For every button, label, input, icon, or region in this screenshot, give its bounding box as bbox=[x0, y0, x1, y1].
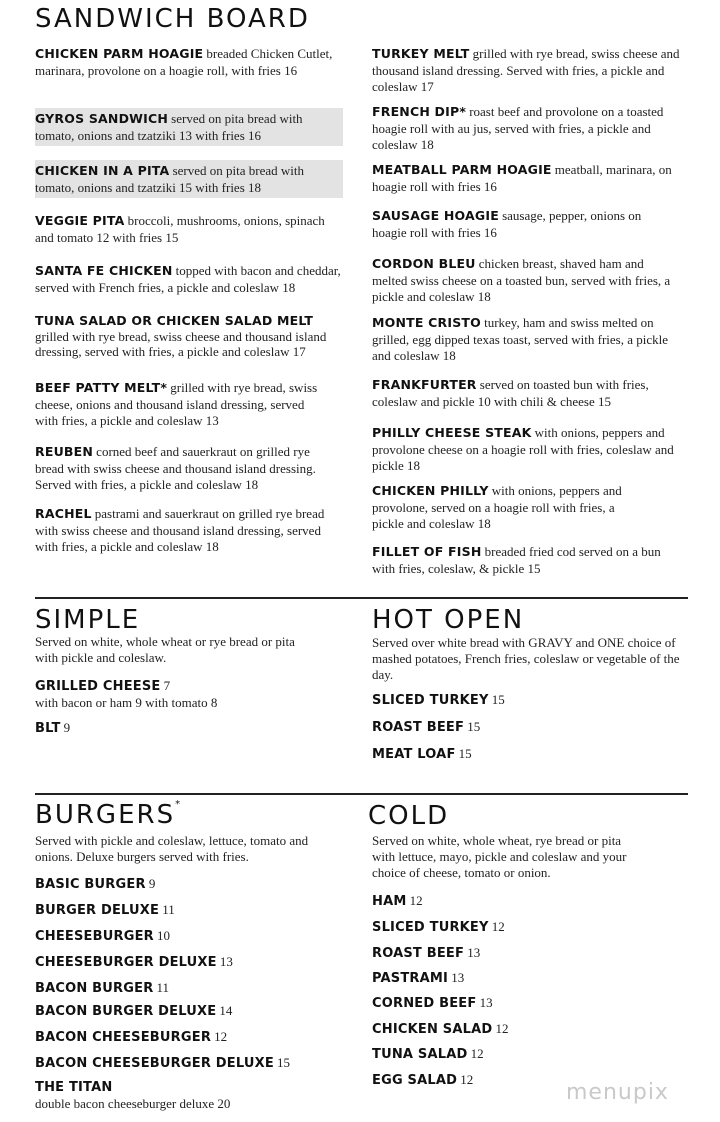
item-name: FRENCH DIP* bbox=[372, 104, 467, 119]
item-desc: roast beef and provolone on a toasted hoagie roll with au jus, served with fries, a pickle and coleslaw 18 bbox=[372, 104, 664, 152]
item-name: CORDON BLEU bbox=[372, 256, 476, 271]
menu-item bbox=[372, 919, 505, 936]
item-desc: with onions, peppers and provolone, served on a hoagie roll with fries, a pickle and coleslaw 18 bbox=[372, 483, 622, 531]
item-price: 12 bbox=[491, 919, 505, 934]
item-price: 15 bbox=[458, 746, 472, 761]
item-name: PHILLY CHEESE STEAK bbox=[372, 425, 532, 440]
menu-item bbox=[35, 720, 335, 737]
watermark-logo: menupix bbox=[566, 1080, 669, 1105]
menu-item bbox=[35, 444, 335, 494]
menu-item bbox=[372, 893, 423, 910]
item-name: MEAT LOAF bbox=[372, 747, 456, 762]
menu-item bbox=[35, 1003, 232, 1020]
hot-open-title: HOT OPEN bbox=[372, 605, 525, 635]
item-desc: turkey, ham and swiss melted on grilled, egg dipped texas toast, served with fries, a pickle and coleslaw 18 bbox=[372, 315, 669, 363]
item-desc: corned beef and sauerkraut on grilled rye bread with swiss cheese and thousand island dressing. Served with fries, a pickle and coleslaw 18 bbox=[35, 444, 316, 492]
item-price: 9 bbox=[148, 876, 156, 891]
item-name: BASIC BURGER bbox=[35, 877, 146, 892]
section-divider bbox=[35, 597, 688, 599]
item-desc: grilled with rye bread, swiss cheese, onions and thousand island dressing, served with fries, a pickle and coleslaw 13 bbox=[35, 380, 318, 428]
item-desc: topped with bacon and cheddar, served with French fries, a pickle and coleslaw 18 bbox=[35, 263, 341, 295]
cold-title: COLD bbox=[368, 801, 450, 831]
menu-item bbox=[372, 719, 480, 736]
item-name: RACHEL bbox=[35, 506, 92, 521]
item-desc: served on toasted bun with fries, coleslaw and pickle 10 with chili & cheese 15 bbox=[372, 377, 649, 409]
menu-item bbox=[35, 380, 327, 430]
menu-item bbox=[372, 425, 682, 475]
item-name: BACON BURGER DELUXE bbox=[35, 1004, 217, 1019]
item-name: SLICED TURKEY bbox=[372, 693, 489, 708]
item-price: 14 bbox=[219, 1003, 233, 1018]
menu-item bbox=[35, 1029, 227, 1046]
burgers-intro: Served with pickle and coleslaw, lettuce, tomato and onions. Deluxe burgers served with fries. bbox=[35, 833, 309, 864]
item-name: VEGGIE PITA bbox=[35, 213, 125, 228]
item-price: 15 bbox=[491, 692, 505, 707]
item-price: 11 bbox=[162, 902, 175, 917]
item-name: SLICED TURKEY bbox=[372, 920, 489, 935]
menu-item bbox=[35, 108, 343, 146]
item-name: CHICKEN SALAD bbox=[372, 1022, 493, 1037]
burgers-title-mark: * bbox=[175, 799, 183, 810]
item-name: MONTE CRISTO bbox=[372, 315, 481, 330]
item-name: MEATBALL PARM HOAGIE bbox=[372, 162, 552, 177]
item-desc: chicken breast, shaved ham and melted swiss cheese on a toasted bun, served with fries, a pickle and coleslaw 18 bbox=[372, 256, 671, 304]
menu-item bbox=[35, 263, 350, 296]
menu-item bbox=[372, 995, 493, 1012]
item-name: BURGER DELUXE bbox=[35, 903, 160, 918]
menu-item bbox=[372, 746, 472, 763]
item-sub: double bacon cheeseburger deluxe 20 bbox=[35, 1095, 231, 1111]
item-desc: served on pita bread with tomato, onions and tzatziki 15 with fries 18 bbox=[35, 163, 304, 195]
menu-item bbox=[35, 313, 345, 360]
item-desc: pastrami and sauerkraut on grilled rye bread with swiss cheese and thousand island dressing, served with fries, a pickle and coleslaw 18 bbox=[35, 506, 325, 554]
menu-item bbox=[372, 315, 682, 365]
item-price: 13 bbox=[451, 970, 465, 985]
section-divider bbox=[35, 793, 688, 795]
menu-item bbox=[372, 1021, 508, 1038]
item-name: BLT bbox=[35, 721, 61, 736]
item-name: BACON CHEESEBURGER DELUXE bbox=[35, 1056, 274, 1071]
burgers-title bbox=[35, 799, 183, 830]
item-price: 12 bbox=[470, 1046, 484, 1061]
item-price: 12 bbox=[409, 893, 423, 908]
item-price: 11 bbox=[156, 980, 170, 995]
item-name: SANTA FE CHICKEN bbox=[35, 263, 173, 278]
item-desc: breaded fried cod served on a bun with fries, coleslaw, & pickle 15 bbox=[372, 544, 661, 576]
item-price: 15 bbox=[467, 719, 481, 734]
item-price: 9 bbox=[63, 720, 71, 735]
menu-item bbox=[35, 980, 169, 997]
item-name: PASTRAMI bbox=[372, 971, 449, 986]
cold-intro: Served on white, whole wheat, rye bread or pita with lettuce, mayo, pickle and coleslaw and your choice of cheese, tomato or onion. bbox=[372, 833, 627, 880]
item-price: 13 bbox=[219, 954, 233, 969]
item-desc: broccoli, mushrooms, onions, spinach and tomato 12 with fries 15 bbox=[35, 213, 325, 245]
item-price: 13 bbox=[479, 995, 493, 1010]
menu-item bbox=[372, 104, 682, 154]
menu-item bbox=[372, 1046, 484, 1063]
item-name: FRANKFURTER bbox=[372, 377, 477, 392]
item-price: 13 bbox=[467, 945, 481, 960]
item-name: BACON BURGER bbox=[35, 981, 154, 996]
item-sub: with bacon or ham 9 with tomato 8 bbox=[35, 694, 218, 710]
item-name: CHEESEBURGER bbox=[35, 929, 154, 944]
item-name: CHEESEBURGER DELUXE bbox=[35, 955, 217, 970]
burgers-title-text: BURGERS bbox=[35, 800, 176, 830]
hot-open-intro: Served over white bread with GRAVY and ONE choice of mashed potatoes, French fries, coleslaw or vegetable of the day. bbox=[372, 635, 680, 682]
item-price: 12 bbox=[214, 1029, 228, 1044]
item-name: SAUSAGE HOAGIE bbox=[372, 208, 499, 223]
menu-item bbox=[35, 902, 175, 919]
item-name: EGG SALAD bbox=[372, 1073, 458, 1088]
item-name: BACON CHEESEBURGER bbox=[35, 1030, 212, 1045]
item-price: 12 bbox=[460, 1072, 474, 1087]
item-desc: with onions, peppers and provolone cheese on a hoagie roll with fries, coleslaw and pickle 18 bbox=[372, 425, 674, 473]
menu-item bbox=[35, 1055, 290, 1072]
item-desc: grilled with rye bread, swiss cheese and thousand island dressing, served with fries, a pickle and coleslaw 17 bbox=[35, 328, 327, 359]
item-price: 7 bbox=[163, 678, 171, 693]
item-name: THE TITAN bbox=[35, 1080, 113, 1095]
menu-item bbox=[35, 506, 337, 556]
menu-item bbox=[372, 483, 637, 533]
item-name: HAM bbox=[372, 894, 407, 909]
item-name: GYROS SANDWICH bbox=[35, 111, 169, 126]
menu-item bbox=[372, 544, 672, 577]
item-name: GRILLED CHEESE bbox=[35, 679, 161, 694]
menu-item bbox=[372, 208, 642, 241]
item-name: CHICKEN PHILLY bbox=[372, 483, 489, 498]
simple-title: SIMPLE bbox=[35, 605, 141, 635]
menu-item bbox=[35, 1080, 230, 1111]
item-name: ROAST BEEF bbox=[372, 946, 465, 961]
item-name: ROAST BEEF bbox=[372, 720, 465, 735]
item-name: REUBEN bbox=[35, 444, 94, 459]
item-price: 12 bbox=[495, 1021, 509, 1036]
menu-item bbox=[35, 160, 343, 198]
item-name: CHICKEN PARM HOAGIE bbox=[35, 46, 204, 61]
menu-item bbox=[372, 377, 672, 410]
simple-intro: Served on white, whole wheat or rye bread or pita with pickle and coleslaw. bbox=[35, 634, 295, 665]
item-price: 10 bbox=[157, 928, 170, 943]
menu-item bbox=[372, 1072, 473, 1089]
menu-item bbox=[372, 945, 480, 962]
menu-item bbox=[372, 692, 505, 709]
menu-item bbox=[35, 678, 335, 710]
item-desc: breaded Chicken Cutlet, marinara, provolone on a hoagie roll, with fries 16 bbox=[35, 46, 333, 78]
item-desc: meatball, marinara, on hoagie roll with fries 16 bbox=[372, 162, 672, 194]
item-name: BEEF PATTY MELT* bbox=[35, 380, 168, 395]
menu-item bbox=[35, 876, 155, 893]
menu-item bbox=[372, 46, 682, 96]
menu-item bbox=[372, 162, 672, 195]
menu-item bbox=[35, 46, 335, 79]
item-price: 15 bbox=[277, 1055, 291, 1070]
item-name: CHICKEN IN A PITA bbox=[35, 163, 170, 178]
item-desc: grilled with rye bread, swiss cheese and thousand island dressing. Served with fries, a pickle and coleslaw 17 bbox=[372, 46, 680, 94]
menu-item bbox=[35, 928, 170, 945]
item-desc: sausage, pepper, onions on hoagie roll with fries 16 bbox=[372, 208, 642, 240]
item-name: TURKEY MELT bbox=[372, 46, 470, 61]
menu-item bbox=[372, 256, 682, 306]
menu-item bbox=[372, 970, 464, 987]
menu-item bbox=[35, 954, 233, 971]
item-name: TUNA SALAD bbox=[372, 1047, 468, 1062]
item-name: TUNA SALAD OR CHICKEN SALAD MELT bbox=[35, 313, 314, 328]
item-name: CORNED BEEF bbox=[372, 996, 477, 1011]
item-name: FILLET OF FISH bbox=[372, 544, 482, 559]
item-desc: served on pita bread with tomato, onions and tzatziki 13 with fries 16 bbox=[35, 111, 303, 143]
menu-item bbox=[35, 213, 335, 246]
sandwich-board-title: SANDWICH BOARD bbox=[35, 4, 310, 34]
